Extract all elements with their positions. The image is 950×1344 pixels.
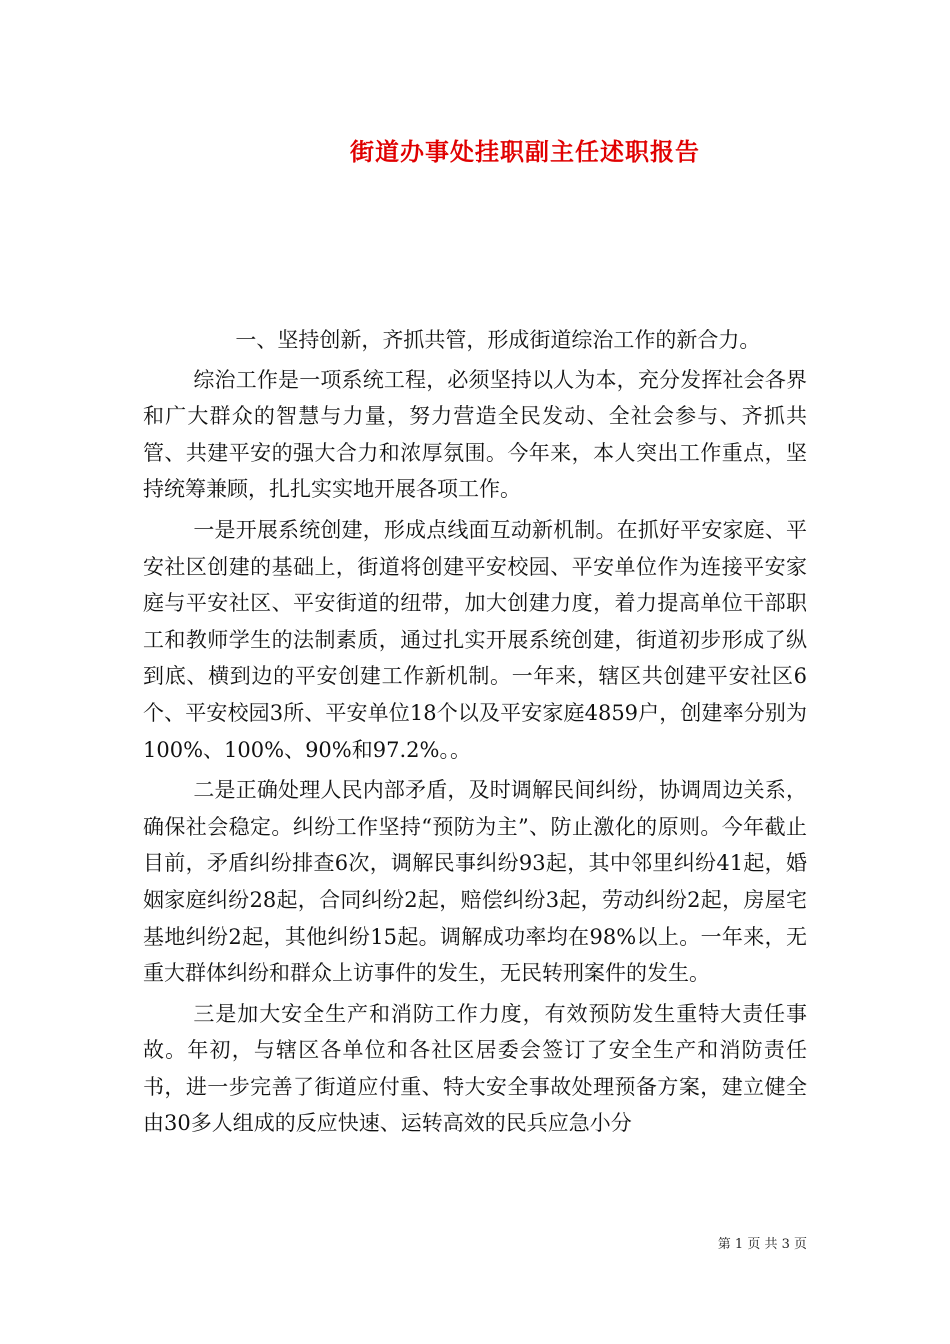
section-heading: 一、坚持创新，齐抓共管，形成街道综治工作的新合力。: [235, 328, 761, 352]
page-footer: 第 1 页 共 3 页: [717, 1237, 807, 1252]
paragraph-point-one: 一是开展系统创建，形成点线面互动新机制。在抓好平安家庭、平安社区创建的基础上，街道将创建平安校园、平安单位作为连接平安家庭与平安社区、平安街道的纽带，加大创建力度，着力提高单位干部职工和教师学生的法制素质，通过扎实开展系统创建，街道初步形成了纵到底、横到边的平安创建工作新机制。一年来，辖区共创建平安社区6个、平安校园3所、平安单位18个以及平安家庭4859户，创建率分别为100%、100%、90%和97.2%。。: [143, 517, 807, 762]
document-title: 街道办事处挂职副主任述职报告: [350, 137, 700, 166]
paragraph-point-two: 二是正确处理人民内部矛盾，及时调解民间纠纷，协调周边关系，确保社会稳定。纠纷工作坚持“预防为主”、防止激化的原则。今年截止目前，矛盾纠纷排查6次，调解民事纠纷93起，其中邻里纠纷41起，婚姻家庭纠纷28起，合同纠纷2起，赔偿纠纷3起，劳动纠纷2起，房屋宅基地纠纷2起，其他纠纷15起。调解成功率均在98%以上。一年来，无重大群体纠纷和群众上访事件的发生，无民转刑案件的发生。: [143, 778, 807, 986]
paragraph-intro: 综治工作是一项系统工程，必须坚持以人为本，充分发挥社会各界和广大群众的智慧与力量，努力营造全民发动、全社会参与、齐抓共管、共建平安的强大合力和浓厚氛围。今年来，本人突出工作重点，坚持统筹兼顾，扎扎实实地开展各项工作。: [143, 367, 807, 502]
paragraph-point-three: 三是加大安全生产和消防工作力度，有效预防发生重特大责任事故。年初，与辖区各单位和各社区居委会签订了安全生产和消防责任书，进一步完善了街道应付重、特大安全事故处理预备方案，建立健全由30多人组成的反应快速、运转高效的民兵应急小分: [143, 1001, 807, 1136]
document-body: [143, 322, 807, 1142]
